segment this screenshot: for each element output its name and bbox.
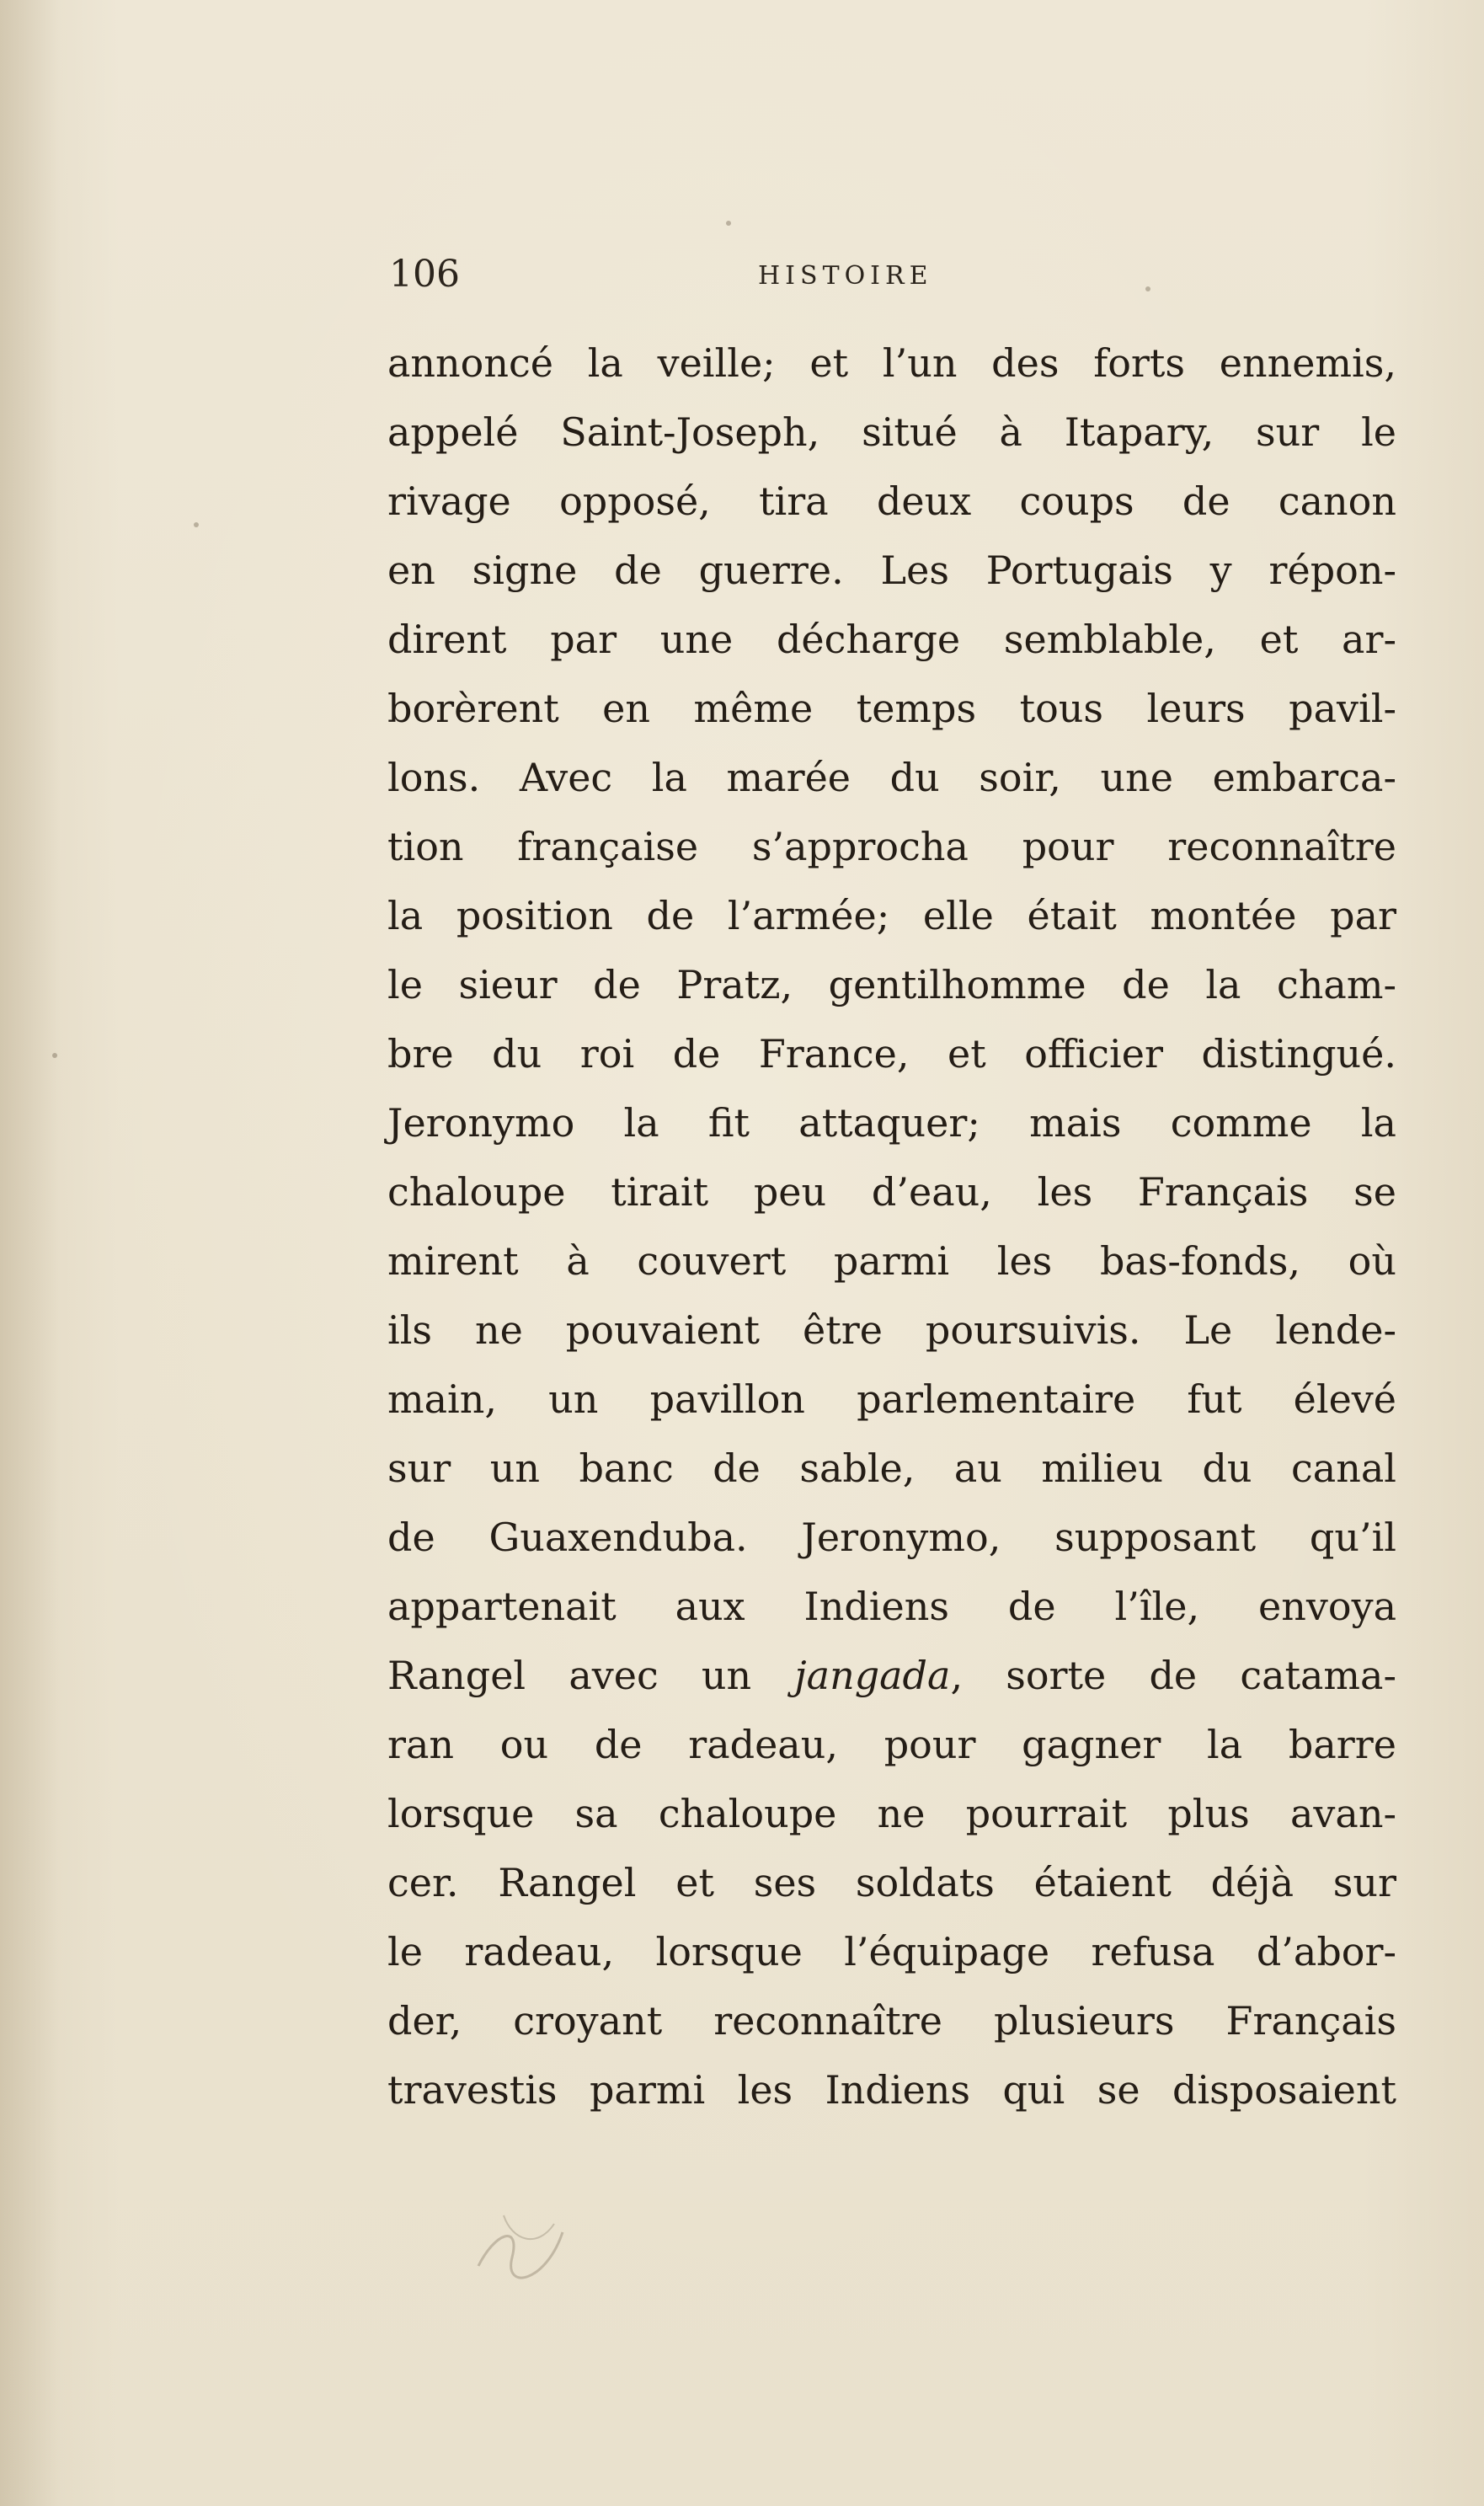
paper-speck (194, 522, 199, 527)
paper-speck (726, 221, 731, 226)
body-text (387, 329, 1396, 2124)
paper-speck (52, 1053, 57, 1058)
text-segment: , sorte de catama- (950, 1653, 1397, 1698)
text-line: en signe de guerre. Les Portugais y répon- (387, 548, 1396, 593)
text-line: Jeronymo la fit attaquer; mais comme la (387, 1100, 1396, 1146)
paper-speck (1145, 286, 1150, 291)
text-line: appartenait aux Indiens de l’île, envoya (387, 1584, 1396, 1629)
text-line: de Guaxenduba. Jeronymo, supposant qu’il (387, 1515, 1396, 1560)
text-line: la position de l’armée; elle était montée par (387, 893, 1396, 938)
text-line: rivage opposé, tira deux coups de canon (387, 478, 1396, 524)
text-line: lorsque sa chaloupe ne pourrait plus avan- (387, 1791, 1396, 1836)
text-segment: Rangel avec un (387, 1653, 752, 1698)
text-line: sur un banc de sable, au milieu du canal (387, 1445, 1396, 1491)
italic-term: jangada (794, 1653, 951, 1698)
ink-flourish-mark (462, 2199, 588, 2291)
text-line: annoncé la veille; et l’un des forts ennemis, (387, 340, 1396, 386)
text-line: chaloupe tirait peu d’eau, les Français se (387, 1169, 1396, 1215)
text-line: mirent à couvert parmi les bas-fonds, où (387, 1238, 1396, 1284)
text-line: main, un pavillon parlementaire fut élevé (387, 1376, 1396, 1422)
text-line: le sieur de Pratz, gentilhomme de la cham- (387, 962, 1396, 1007)
text-line: travestis parmi les Indiens qui se disposaient (387, 2067, 1396, 2113)
text-line: lons. Avec la marée du soir, une embarca- (387, 755, 1396, 800)
text-line: appelé Saint-Joseph, situé à Itapary, sur le (387, 409, 1396, 455)
text-line: borèrent en même temps tous leurs pavil- (387, 686, 1396, 731)
text-line: tion française s’approcha pour reconnaître (387, 824, 1396, 869)
running-head: HISTOIRE (758, 261, 933, 291)
page-header (389, 249, 1400, 300)
text-line: ils ne pouvaient être poursuivis. Le lende- (387, 1307, 1396, 1353)
text-line: le radeau, lorsque l’équipage refusa d’abor- (387, 1929, 1396, 1974)
text-line: cer. Rangel et ses soldats étaient déjà sur (387, 1860, 1396, 1905)
text-line: der, croyant reconnaître plusieurs Français (387, 1998, 1396, 2044)
page-number: 106 (389, 253, 460, 296)
text-line: bre du roi de France, et officier distingué. (387, 1031, 1396, 1077)
gutter-shadow (0, 0, 59, 2506)
text-line: ran ou de radeau, pour gagner la barre (387, 1722, 1396, 1767)
text-line-with-italic (387, 1641, 1396, 1710)
text-line: dirent par une décharge semblable, et ar- (387, 617, 1396, 662)
